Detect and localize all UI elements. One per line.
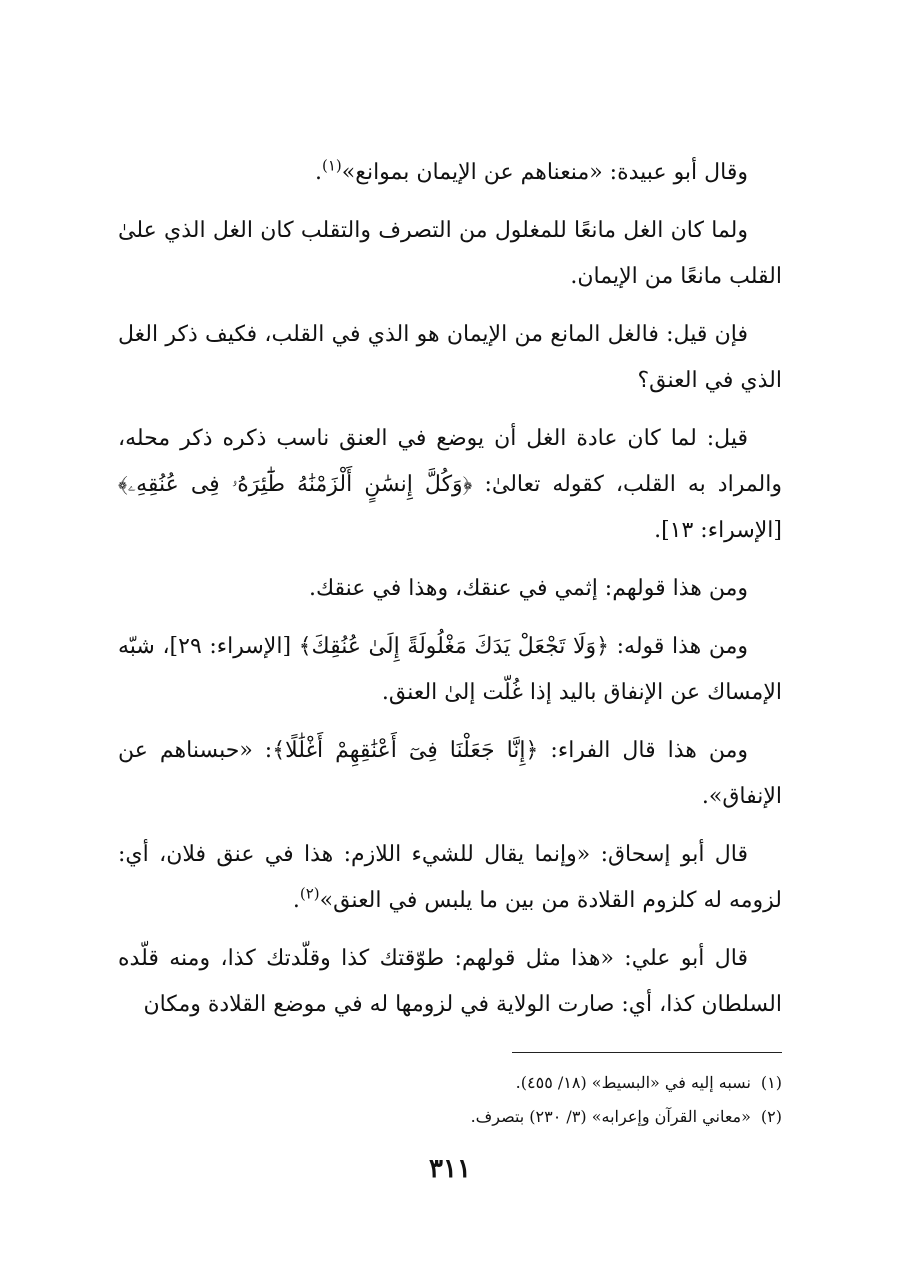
paragraph-1-end: . [315,160,322,185]
footnote-ref-2[interactable]: (٢) [299,884,320,903]
footnote-2 [118,1100,782,1134]
footnote-number: (٢) [760,1107,782,1126]
paragraph-8-text: قال أبو إسحاق: «وإنما يقال للشيء اللازم: هذا في عنق فلان، أي: لزومه له كلزوم القلادة من بين ما يلبس في العنق» [118,842,782,913]
paragraph-2: ولما كان الغل مانعًا للمغلول من التصرف والتقلب كان الغل الذي علىٰ القلب مانعًا من الإيمان. [118,218,782,289]
footnote-number: (١) [760,1073,782,1092]
page-number: ٣١١ [429,1154,471,1184]
paragraph-4 [118,416,782,554]
footnote-separator [512,1052,782,1053]
paragraph-6 [118,624,782,716]
paragraph-1 [118,150,782,196]
paragraph-3: فإن قيل: فالغل المانع من الإيمان هو الذي في القلب، فكيف ذكر الغل الذي في العنق؟ [118,322,782,393]
main-text [118,150,782,1040]
verse-citation: [الإسراء: ٢٩]، شبّه الإمساك عن الإنفاق باليد إذا غُلّت إلىٰ العنق. [118,634,782,705]
footnotes [118,1066,782,1134]
footnote-1 [118,1066,782,1100]
paragraph-7-text: ومن هذا قال الفراء: [538,738,749,763]
paragraph-8-end: . [292,888,300,913]
verse-citation: [الإسراء: ١٣]. [654,518,782,543]
paragraph-5: ومن هذا قولهم: إثمي في عنقك، وهذا في عنقك. [309,576,748,601]
quran-verse: ﴿وَكُلَّ إِنسَٰنٍ أَلْزَمْنَٰهُ طَٰٓئِرَهُۥ فِى عُنُقِهِۦ﴾ [118,472,473,497]
quran-verse: ﴿إِنَّا جَعَلْنَا فِىٓ أَعْنَٰقِهِمْ أَغْلَٰلًا﴾ [272,738,539,763]
paragraph-1-text: وقال أبو عبيدة: «منعناهم عن الإيمان بموانع» [341,160,748,185]
footnote-text: «معاني القرآن وإعرابه» (٣/ ٢٣٠) بتصرف. [470,1107,751,1126]
footnote-text: نسبه إليه في «البسيط» (١٨/ ٤٥٥). [515,1073,751,1092]
paragraph-7 [118,728,782,820]
quran-verse: ﴿وَلَا تَجْعَلْ يَدَكَ مَغْلُولَةً إِلَىٰ عُنُقِكَ﴾ [298,634,610,659]
paragraph-9: قال أبو علي: «هذا مثل قولهم: طوّقتك كذا وقلّدتك كذا، ومنه قلّده السلطان كذا، أي: صارت الولاية في لزومها له في موضع القلادة ومكان [118,946,782,1017]
paragraph-7-quote: : «حبسناهم عن الإنفاق». [118,738,782,809]
paragraph-8 [118,832,782,924]
footnote-ref-1[interactable]: (١) [322,156,342,175]
paragraph-4-text: قيل: لما كان عادة الغل أن يوضع في العنق ناسب ذكره ذكر محله، والمراد به القلب، كقوله تعالىٰ: [118,426,782,497]
paragraph-6-text: ومن هذا قوله: [609,634,749,659]
